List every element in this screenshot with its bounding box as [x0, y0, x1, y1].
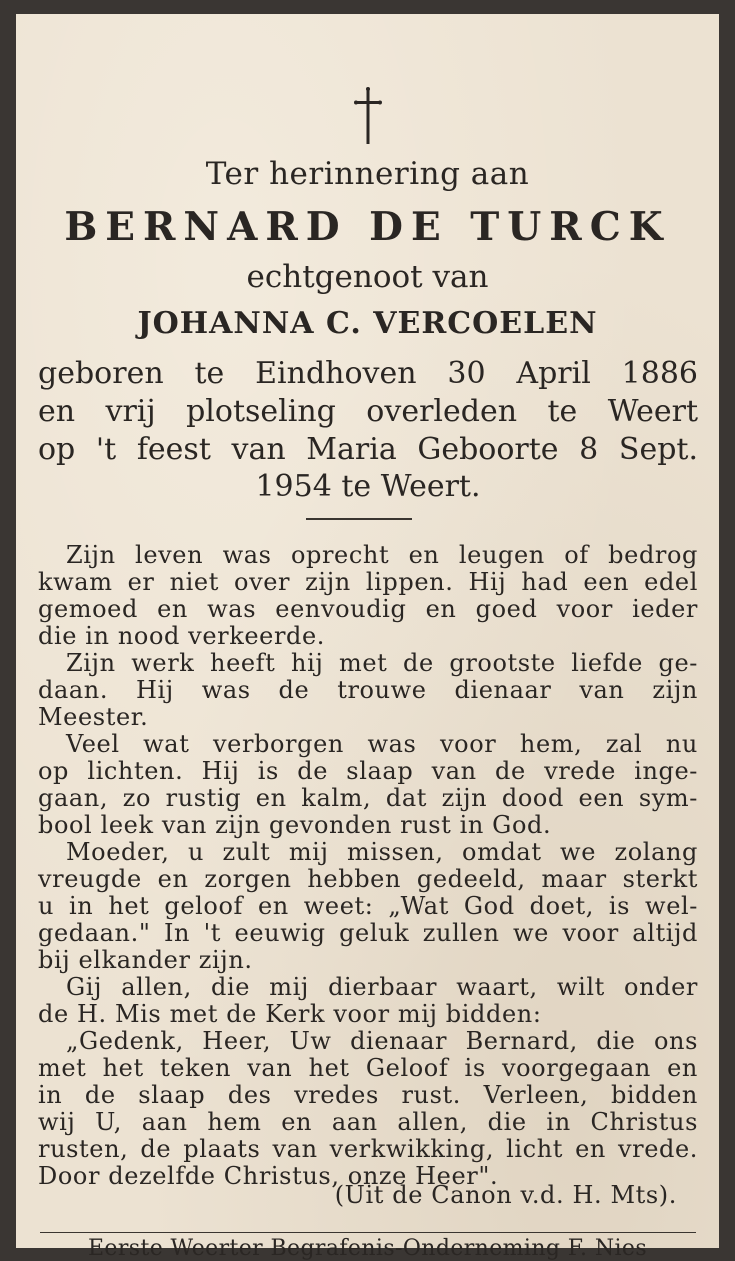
dates-line: 1954 te Weert.: [255, 469, 481, 504]
card-paper: [16, 14, 719, 1261]
relation-line: echtgenoot van: [246, 259, 489, 295]
text-line: rusten, de plaats van verkwikking, licht en vrede.: [38, 1135, 698, 1163]
text-line: Veel wat verborgen was voor hem, zal nu: [66, 730, 698, 758]
text-line: u in het geloof en weet: „Wat God doet, is wel-: [38, 892, 698, 920]
printer-credit: Eerste Weerter Begrafenis-Onderneming F. Nies: [87, 1236, 648, 1261]
text-line: wij U, aan hem en aan allen, die in Christus: [38, 1108, 698, 1136]
spouse-name: JOHANNA C. VERCOELEN: [137, 306, 598, 341]
text-line: die in nood verkeerde.: [38, 622, 326, 650]
text-line: Zijn werk heeft hij met de grootste liefde ge-: [66, 649, 698, 677]
text-line: de H. Mis met de Kerk voor mij bidden:: [38, 1000, 542, 1028]
text-line: Door dezelfde Christus, onze Heer".: [38, 1162, 499, 1190]
intro-line: Ter herinnering aan: [205, 156, 530, 192]
footer-divider: [40, 1232, 696, 1233]
text-line: in de slaap des vredes rust. Verleen, bidden: [38, 1081, 698, 1109]
canon-citation: (Uit de Canon v.d. H. Mts).: [334, 1181, 677, 1209]
text-line: Zijn leven was oprecht en leugen of bedrog: [66, 541, 698, 569]
text-line: Moeder, u zult mij missen, omdat we zolang: [66, 838, 698, 866]
dates-line: en vrij plotseling overleden te Weert: [38, 394, 698, 429]
text-line: gedaan." In 't eeuwig geluk zullen we voor altijd: [38, 919, 698, 947]
text-line: op lichten. Hij is de slaap van de vrede inge-: [38, 757, 698, 785]
text-line: gemoed en was eenvoudig en goed voor ieder: [38, 595, 698, 623]
text-line: bool leek van zijn gevonden rust in God.: [38, 811, 552, 839]
cross-icon: [353, 86, 383, 146]
text-line: „Gedenk, Heer, Uw dienaar Bernard, die ons: [66, 1027, 698, 1055]
text-line: kwam er niet over zijn lippen. Hij had een edel: [38, 568, 698, 596]
text-line: gaan, zo rustig en kalm, dat zijn dood een sym-: [38, 784, 698, 812]
text-line: Meester.: [38, 703, 149, 731]
text-line: vreugde en zorgen hebben gedeeld, maar sterkt: [38, 865, 698, 893]
text-line: bij elkander zijn.: [38, 946, 253, 974]
text-line: Gij allen, die mij dierbaar waart, wilt onder: [66, 973, 698, 1001]
text-line: daan. Hij was de trouwe dienaar van zijn: [38, 676, 698, 704]
dates-line: geboren te Eindhoven 30 April 1886: [38, 356, 698, 391]
dates-line: op 't feest van Maria Geboorte 8 Sept.: [38, 432, 698, 467]
deceased-name: BERNARD DE TURCK: [64, 204, 671, 250]
divider: [306, 518, 412, 520]
text-line: met het teken van het Geloof is voorgegaan en: [38, 1054, 698, 1082]
